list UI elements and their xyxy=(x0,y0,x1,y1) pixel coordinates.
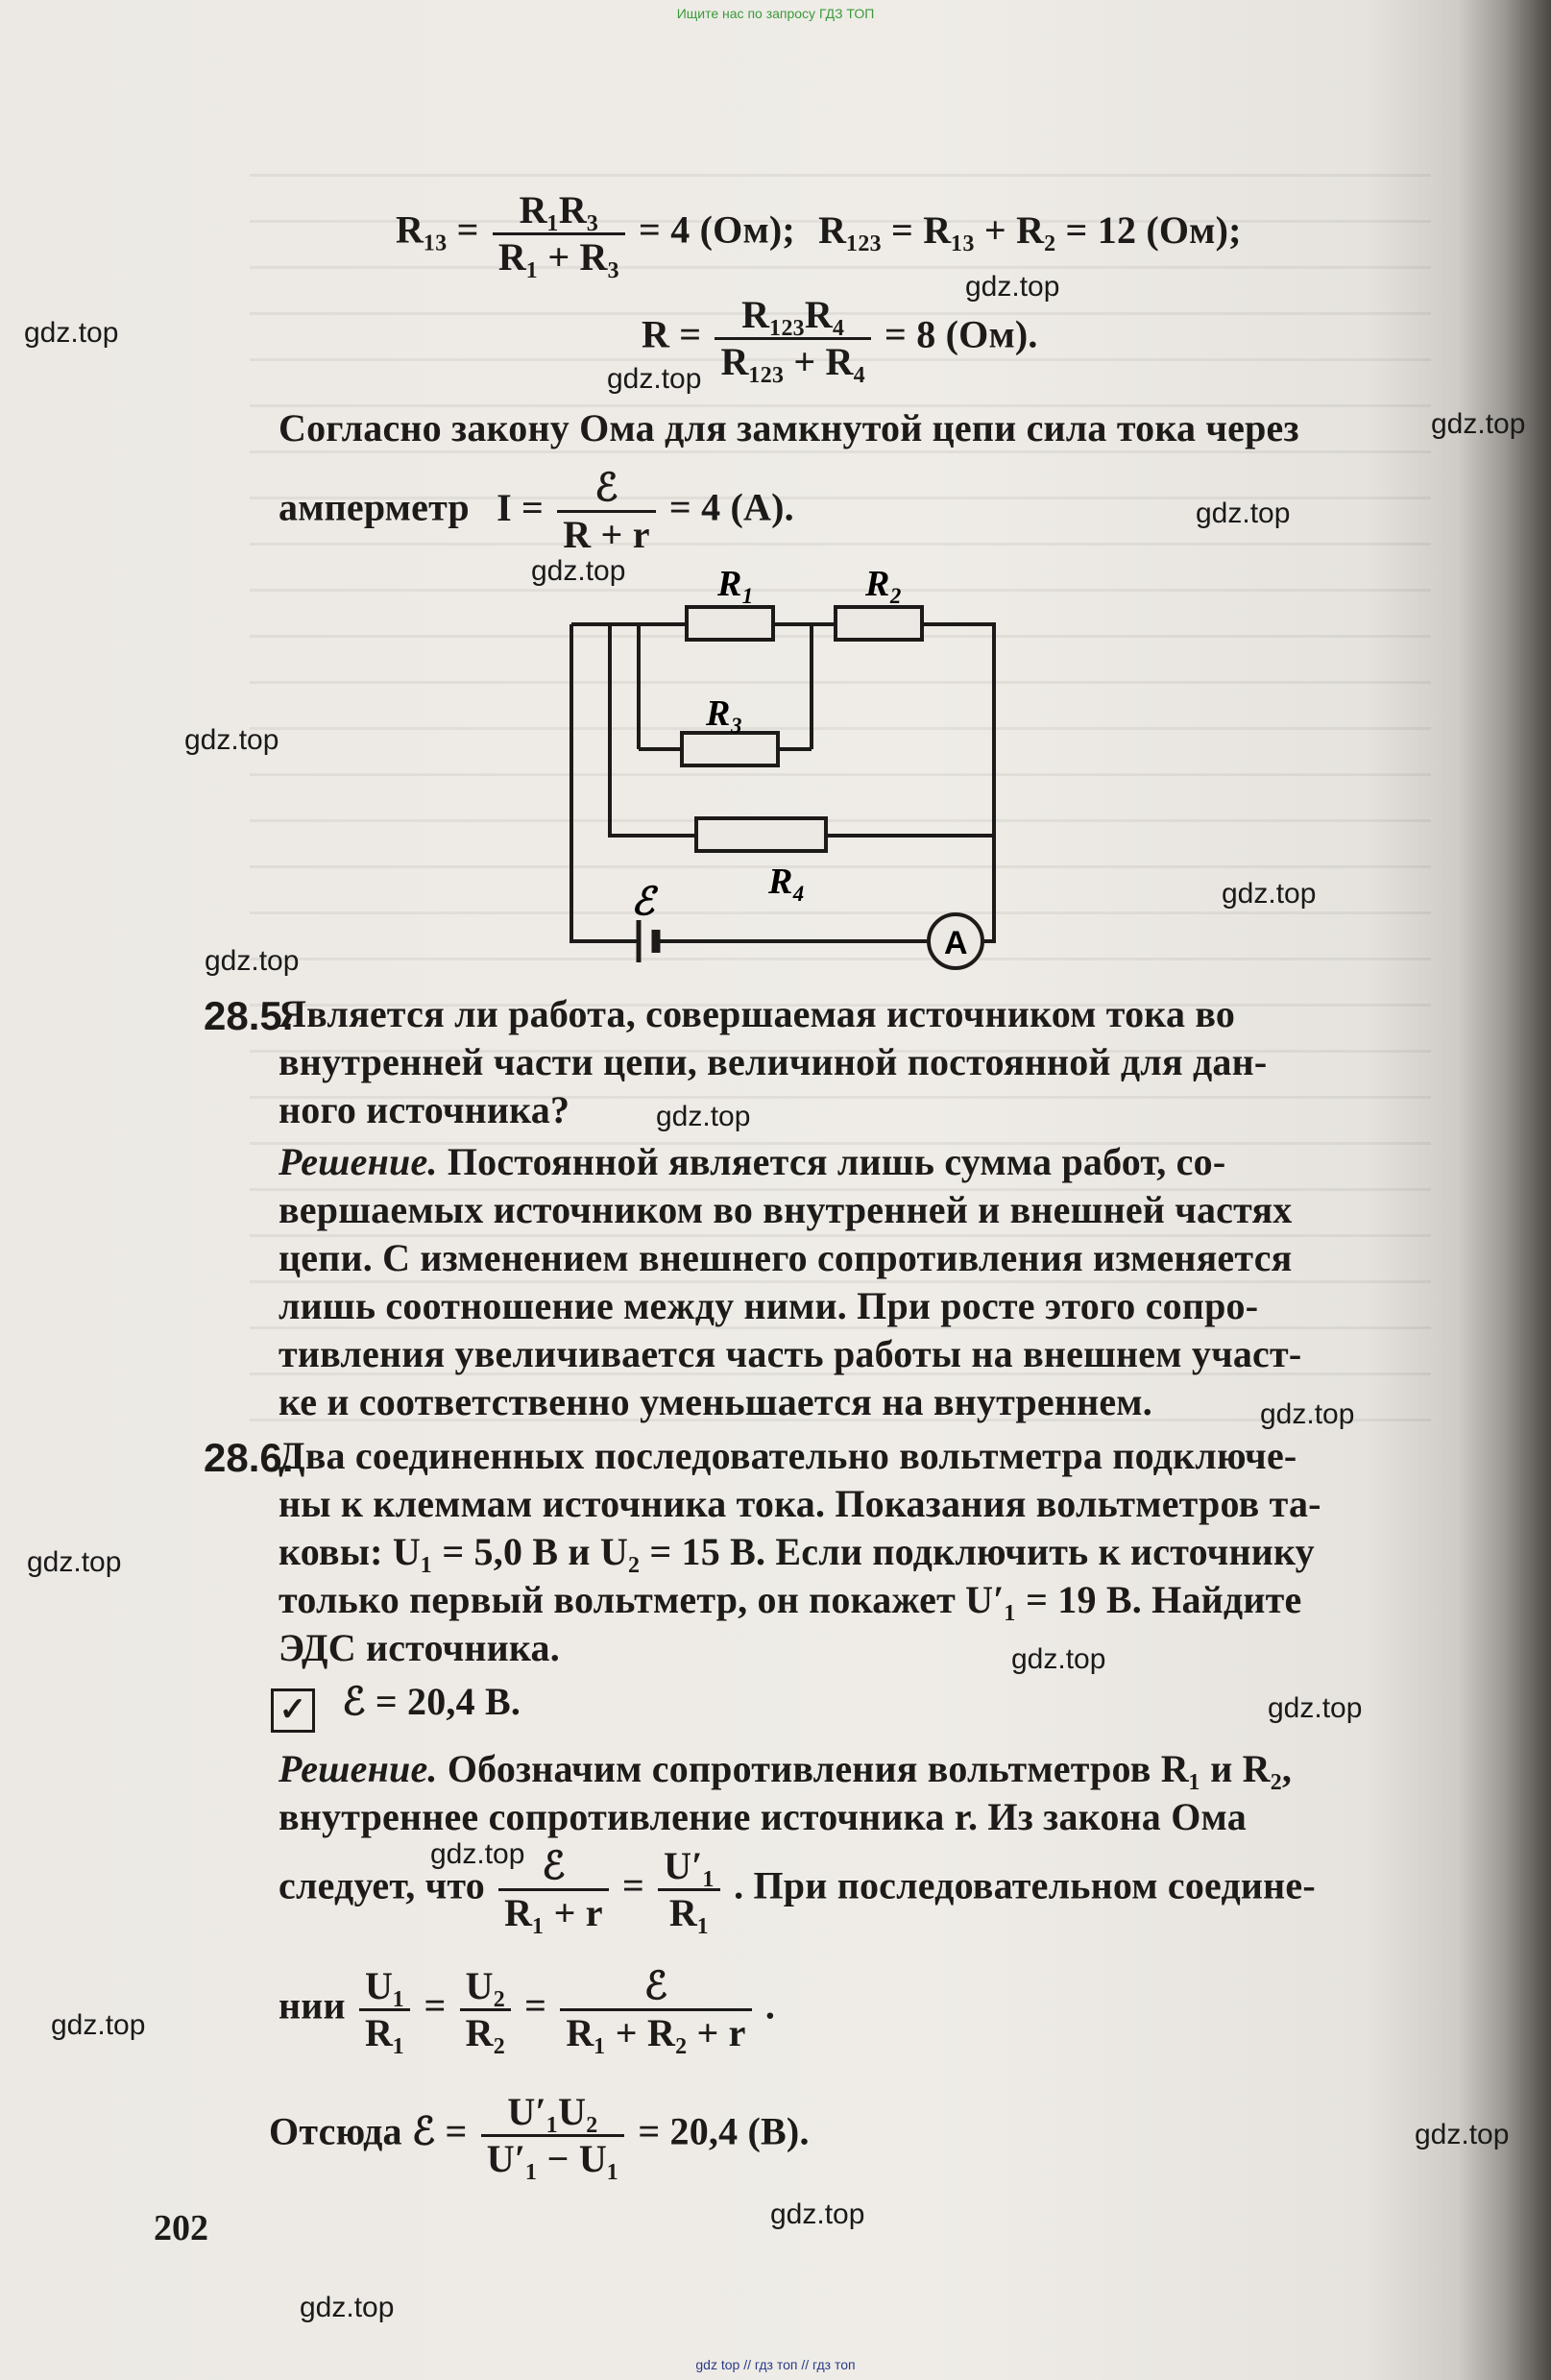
resistor-r2 xyxy=(836,607,922,640)
resistor-r1 xyxy=(687,607,773,640)
p286-series-equation: нии $\frac{\text{U₁}}{\text{R₁}}$ = $\frac{\text{U₂}}{\text{R₂}}$ = $\frac{\text{ℰ}}{\text{R₁ + R₂ + r}}$ . xyxy=(279,1964,776,2054)
p285-line-3: ного источника? xyxy=(279,1088,570,1131)
resistor-r3 xyxy=(682,733,778,765)
hence-value: = 20,4 (В). xyxy=(638,2109,810,2153)
label-emf: ℰ xyxy=(631,880,655,923)
p286-line-3: ковы: U₁ = 5,0 В и U₂ = 15 В. Если подключить к источнику xyxy=(279,1530,1315,1573)
p286-line-1: Два соединенных последовательно вольтметра подключе- xyxy=(279,1434,1297,1477)
h-fraction xyxy=(481,2090,624,2181)
r-label: R = xyxy=(642,312,702,356)
p286-solution-line-2: внутреннее сопротивление источника r. Из закона Ома xyxy=(279,1795,1247,1838)
p285-solution-line-4: лишь соотношение между ними. При росте этого сопро- xyxy=(279,1284,1259,1327)
watermark: gdz.top xyxy=(656,1101,751,1132)
p286-answer xyxy=(271,1680,521,1733)
watermark: gdz.top xyxy=(1268,1692,1363,1724)
label-r2: R₂ xyxy=(865,567,903,604)
r-fraction xyxy=(715,293,870,384)
wire-left xyxy=(571,624,639,941)
p286-line-5: ЭДС источника. xyxy=(279,1626,560,1669)
current-value: = 4 (А). xyxy=(668,485,794,529)
p285-line-1: Является ли работа, совершаемая источником тока во xyxy=(279,992,1236,1035)
watermark: gdz.top xyxy=(1011,1643,1106,1675)
p286-solution-label: Решение. xyxy=(279,1747,438,1790)
f2-denominator: R₁ xyxy=(668,1891,710,1934)
watermark: gdz.top xyxy=(1196,498,1291,529)
page-number: 202 xyxy=(154,2208,208,2248)
equation-r13-r123 xyxy=(396,188,1242,279)
ohm-law-text: Согласно закону Ома для замкнутой цепи сила тока через xyxy=(279,406,1299,449)
checkbox-answer-icon: ✓ xyxy=(271,1688,315,1733)
watermark: gdz.top xyxy=(184,724,279,756)
g1-denominator: R₁ xyxy=(364,2011,405,2054)
g3-numerator: ℰ xyxy=(560,1964,751,2011)
p285-solution-line-3: цепи. С изменением внешнего сопротивления изменяется xyxy=(279,1236,1293,1279)
r-denominator: R₁₂₃ + R₄ xyxy=(720,340,865,383)
watermark: gdz.top xyxy=(1260,1398,1355,1430)
p285-solution-line-2: вершаемых источником во внутренней и внешней частях xyxy=(279,1188,1293,1231)
watermark: gdz.top xyxy=(607,363,702,395)
watermark: gdz.top xyxy=(51,2009,146,2041)
label-r3: R₃ xyxy=(706,693,743,734)
current-denominator: R + r xyxy=(563,513,650,556)
watermark: gdz.top xyxy=(300,2292,395,2323)
p285-solution-line-1 xyxy=(279,1140,1226,1183)
g2-numerator: U₂ xyxy=(460,1964,511,2011)
g1-numerator: U₁ xyxy=(359,1964,410,2011)
watermark: gdz.top xyxy=(1222,878,1317,910)
p285-solution-label: Решение. xyxy=(279,1140,438,1183)
watermark: gdz.top xyxy=(1415,2119,1510,2150)
problem-28-6-number: 28.6. xyxy=(204,1435,294,1480)
hence-prefix: Отсюда ℰ = xyxy=(269,2109,468,2153)
p285-line-2: внутренней части цепи, величиной постоянной для дан- xyxy=(279,1040,1268,1083)
watermark: gdz.top xyxy=(430,1838,525,1870)
label-r4: R₄ xyxy=(768,862,806,902)
r13-fraction xyxy=(493,188,625,279)
label-r1: R₁ xyxy=(717,567,755,604)
g3-denominator: R₁ + R₂ + r xyxy=(566,2011,746,2054)
p286-answer-value: ℰ = 20,4 В. xyxy=(342,1680,521,1723)
current-numerator: ℰ xyxy=(557,466,655,513)
watermark: gdz.top xyxy=(531,555,626,587)
f2-fraction xyxy=(658,1844,720,1935)
current-lhs: I = xyxy=(497,485,545,529)
resistor-r4 xyxy=(696,818,826,851)
nii-prefix: нии xyxy=(279,1983,346,2028)
p285-solution-line-5: тивления увеличивается часть работы на внешнем участ- xyxy=(279,1332,1302,1375)
watermark: gdz.top xyxy=(24,317,119,349)
current-fraction xyxy=(557,466,655,557)
g2-denominator: R₂ xyxy=(465,2011,505,2054)
r13-numerator: R₁R₃ xyxy=(493,188,625,235)
p286-solution-text-1: Обозначим сопротивления вольтметров R₁ и R₂, xyxy=(447,1747,1293,1790)
watermark: gdz.top xyxy=(770,2198,865,2230)
ammeter-equation xyxy=(279,466,794,557)
follows-prefix: следует, что xyxy=(279,1863,485,1907)
watermark: gdz.top xyxy=(205,945,300,977)
f2-numerator: U′₁ xyxy=(658,1844,720,1891)
header-note[interactable]: Ищите нас по запросу ГДЗ ТОП xyxy=(676,6,875,21)
p286-solution-line-1 xyxy=(279,1747,1293,1790)
watermark: gdz.top xyxy=(27,1546,122,1578)
wire-inner-left xyxy=(610,624,696,836)
g2-fraction xyxy=(460,1964,511,2055)
p286-line-2: ны к клеммам источника тока. Показания вольтметров та- xyxy=(279,1482,1321,1525)
r13-denominator: R₁ + R₃ xyxy=(497,235,619,279)
g3-fraction xyxy=(560,1964,751,2055)
r123-equation: R₁₂₃ = R₁₃ + R₂ = 12 (Ом); xyxy=(818,207,1242,252)
r-numerator: R₁₂₃R₄ xyxy=(715,293,870,340)
label-ammeter: A xyxy=(944,925,968,961)
p286-line-4: только первый вольтметр, он покажет U′₁ = 19 В. Найдите xyxy=(279,1578,1302,1621)
f1-numerator: ℰ xyxy=(498,1844,609,1891)
ammeter-prefix: амперметр xyxy=(279,485,470,529)
r13-value: = 4 (Ом); xyxy=(639,207,795,252)
p286-follows-equation: следует, что $\frac{\text{ℰ}}{\text{R₁ + r}}$ = $\frac{\text{U′₁}}{\text{R₁}}$ . При последовательном соедине- xyxy=(279,1844,1316,1934)
r13-label: R₁₃ = xyxy=(396,207,479,252)
h-numerator: U′₁U₂ xyxy=(481,2090,624,2137)
circuit-diagram xyxy=(552,567,1013,970)
watermark: gdz.top xyxy=(965,271,1060,303)
p286-final-equation xyxy=(269,2090,810,2181)
watermark: gdz.top xyxy=(1431,408,1526,440)
f1-denominator: R₁ + r xyxy=(504,1891,603,1934)
follows-suffix: . При последовательном соедине- xyxy=(734,1863,1316,1907)
footer-note[interactable]: gdz top // гдз топ // гдз топ xyxy=(695,2357,856,2372)
p285-solution-line-6: ке и соответственно уменьшается на внутреннем. xyxy=(279,1380,1152,1423)
h-denominator: U′₁ − U₁ xyxy=(486,2137,619,2180)
problem-28-5-number: 28.5. xyxy=(204,993,294,1038)
p285-solution-text-1: Постоянной является лишь сумма работ, со- xyxy=(447,1140,1226,1183)
g1-fraction xyxy=(359,1964,410,2055)
r-value: = 8 (Ом). xyxy=(885,312,1038,356)
